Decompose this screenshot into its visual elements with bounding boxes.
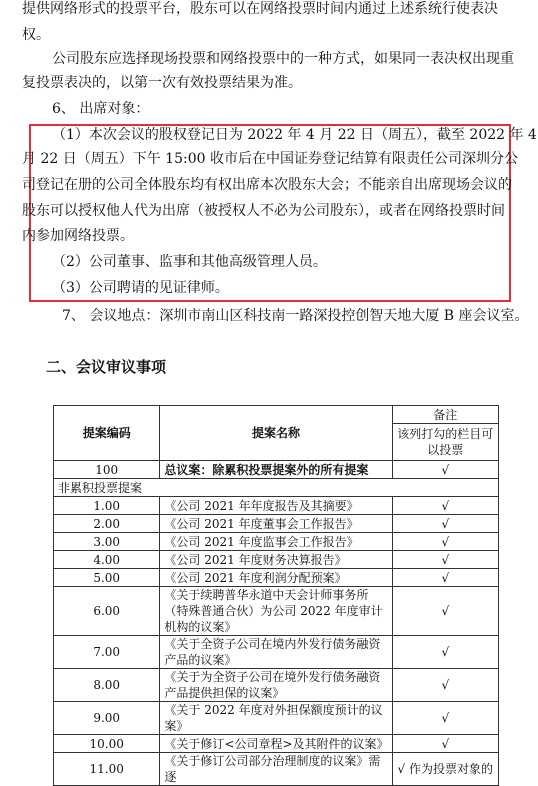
proposal-name: 《公司 2021 年度监事会工作报告》 <box>160 533 392 551</box>
proposal-code: 8.00 <box>54 669 160 702</box>
vote-check: √ <box>392 461 498 479</box>
vote-check: √ <box>392 702 498 735</box>
proposal-name: 《关于为全资子公司在境外发行债务融资产品提供担保的议案》 <box>160 669 392 702</box>
proposal-code: 100 <box>54 461 160 479</box>
text-line: 权。 <box>22 27 50 43</box>
table-row <box>54 515 499 533</box>
table-row <box>54 497 499 515</box>
header-note: 备注 <box>392 406 498 424</box>
proposal-name: 《关于修订公司部分治理制度的议案》需逐 <box>160 753 392 786</box>
proposal-code: 6.00 <box>54 587 160 636</box>
proposal-code: 10.00 <box>54 735 160 753</box>
meeting-location: 7、 会议地点：深圳市南山区科技南一路深投控创智天地大厦 B 座会议室。 <box>62 308 529 324</box>
text-line: 股东可以授权他人代为出席（被授权人不必为公司股东），或者在网络投票时间 <box>22 203 505 219</box>
table-row <box>54 479 499 497</box>
proposal-code: 5.00 <box>54 569 160 587</box>
table-row <box>54 461 499 479</box>
proposal-code: 3.00 <box>54 533 160 551</box>
vote-check: √ <box>392 669 498 702</box>
text-line: （1）本次会议的股权登记日为 2022 年 4 月 22 日（周五），截至 2022 年 4 <box>52 127 537 143</box>
section-title: 二、会议审议事项 <box>46 358 167 376</box>
proposal-table <box>53 405 499 786</box>
text-line: 内参加网络投票。 <box>22 228 134 244</box>
vote-check: √ <box>392 636 498 669</box>
text-line: （3）公司聘请的见证律师。 <box>52 280 229 296</box>
table-row <box>54 702 499 735</box>
proposal-code: 4.00 <box>54 551 160 569</box>
proposal-name: 《关于全资子公司在境内外发行债务融资产品的议案》 <box>160 636 392 669</box>
text-line: 公司股东应选择现场投票和网络投票中的一种方式，如果同一表决权出现重 <box>52 51 514 67</box>
proposal-name: 《关于修订<公司章程>及其附件的议案》 <box>160 735 392 753</box>
proposal-code: 2.00 <box>54 515 160 533</box>
proposal-code: 1.00 <box>54 497 160 515</box>
text-line: 提供网络形式的投票平台，股东可以在网络投票时间内通过上述系统行使表决 <box>22 1 498 17</box>
table-row <box>54 735 499 753</box>
proposal-code: 7.00 <box>54 636 160 669</box>
table-row <box>54 669 499 702</box>
group-label: 非累积投票提案 <box>54 479 499 497</box>
table-row <box>54 533 499 551</box>
vote-check: √ <box>392 497 498 515</box>
proposal-name: 《公司 2021 年度利润分配预案》 <box>160 569 392 587</box>
vote-check: √ <box>392 533 498 551</box>
text-line: 6、 出席对象： <box>52 101 150 117</box>
text-line: 月 22 日（周五）下午 15:00 收市后在中国证券登记结算有限责任公司深圳分公 <box>22 151 518 167</box>
header-name: 提案名称 <box>160 406 392 461</box>
table-row <box>54 753 499 786</box>
table-row <box>54 587 499 636</box>
vote-check: √ <box>392 587 498 636</box>
header-code: 提案编码 <box>54 406 160 461</box>
text-line: 复投票表决的，以第一次有效投票结果为准。 <box>22 75 302 91</box>
proposal-name: 《公司 2021 年度财务决算报告》 <box>160 551 392 569</box>
text-line: （2）公司董事、监事和其他高级管理人员。 <box>52 254 327 270</box>
vote-check: √ <box>392 569 498 587</box>
proposal-name: 总议案：除累积投票提案外的所有提案 <box>160 461 392 479</box>
vote-check: √ <box>392 551 498 569</box>
proposal-name: 《关于 2022 年度对外担保额度预计的议案》 <box>160 702 392 735</box>
proposal-name: 《公司 2021 年度董事会工作报告》 <box>160 515 392 533</box>
proposal-code: 9.00 <box>54 702 160 735</box>
header-note-sub: 该列打勾的栏目可以投票 <box>392 424 498 461</box>
table-body <box>54 461 499 786</box>
vote-check: √ <box>392 735 498 753</box>
vote-check: √ 作为投票对象的 <box>392 753 498 786</box>
vote-check: √ <box>392 515 498 533</box>
text-line: 司登记在册的公司全体股东均有权出席本次股东大会；不能亲自出席现场会议的 <box>22 177 512 193</box>
proposal-name: 《关于续聘普华永道中天会计师事务所（特殊普通合伙）为公司 2022 年度审计机构的议案》 <box>160 587 392 636</box>
proposal-code: 11.00 <box>54 753 160 786</box>
table-row <box>54 551 499 569</box>
table-row <box>54 636 499 669</box>
proposal-name: 《公司 2021 年年度报告及其摘要》 <box>160 497 392 515</box>
table-row <box>54 569 499 587</box>
